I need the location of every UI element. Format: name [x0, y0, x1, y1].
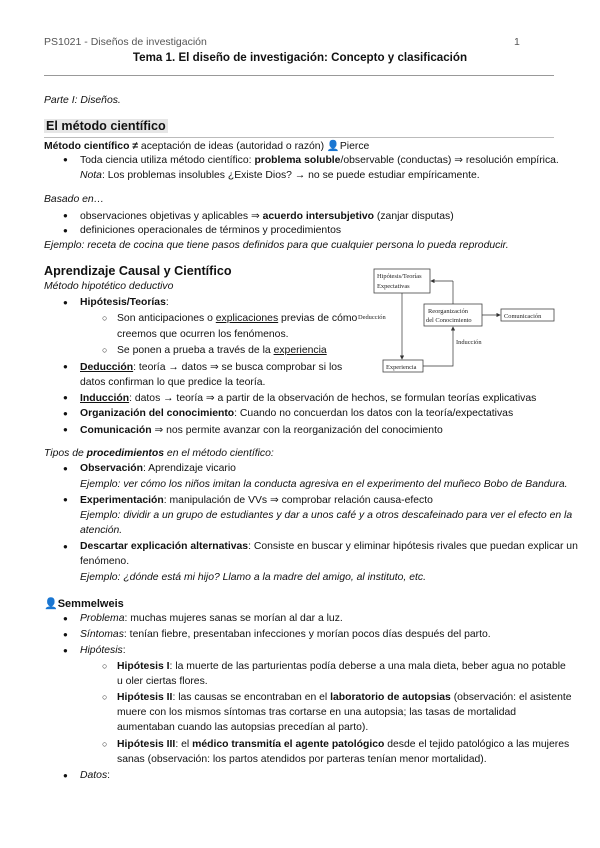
tipos-heading: Tipos de procedimientos en el método científico: [44, 448, 274, 459]
list-item-cont: fenómeno. [80, 556, 130, 567]
list-item: Hipótesis: [80, 645, 126, 656]
section-heading-metodo: El método científico [46, 119, 166, 133]
list-item: Hipótesis II: las causas se encontraban en el laboratorio de autopsias (observación: el asistente [117, 692, 572, 703]
diagram-label: Comunicación [504, 313, 542, 320]
bullet-icon: ● [63, 155, 68, 164]
bullet-icon: ● [63, 211, 68, 220]
list-item-cont: creemos que ocurren los fenómenos. [117, 329, 289, 340]
list-item-cont: muere con los mismos síntomas tras cortarse en una autopsia; las tasas de mortalidad [117, 707, 517, 718]
list-item: Descartar explicación alternativas: Consiste en buscar y eliminar hipótesis rivales que puedan explicar un [80, 541, 578, 552]
basado-label: Basado en… [44, 194, 105, 205]
example-text: Ejemplo: ver cómo los niños imitan la conducta agresiva en el experimento del muñeco Bobo de Bandura. [80, 479, 568, 490]
title-divider [44, 75, 554, 76]
bullet-icon: ● [63, 630, 68, 639]
example-text: Ejemplo: dividir a un grupo de estudiantes y dar a unos café y a otros descafeinado para ver el efecto en la [80, 510, 573, 521]
circle-bullet-icon: ○ [102, 692, 108, 702]
list-item-cont: u oler ciertas flores. [117, 676, 208, 687]
section-heading-aprendizaje: Aprendizaje Causal y Científico [44, 264, 232, 278]
list-item: Se ponen a prueba a través de la experiencia [117, 345, 327, 356]
list-item: Datos: [80, 770, 111, 781]
list-item: definiciones operacionales de términos y procedimientos [80, 225, 342, 236]
diagram-label: Inducción [456, 339, 482, 346]
list-item-cont: sanas (observación: los partos atendidos por parteras tenían menor mortalidad). [117, 754, 487, 765]
list-item: Organización del conocimiento: Cuando no concuerdan los datos con la teoría/expectativas [80, 408, 514, 419]
circle-bullet-icon: ○ [102, 345, 108, 355]
example-text: atención. [80, 525, 123, 536]
list-item: Experimentación: manipulación de VVs ⇒ comprobar relación causa-efecto [80, 495, 433, 506]
person-icon: 👤 [44, 598, 58, 610]
list-item: Deducción: teoría → datos ⇒ se busca comprobar si los [80, 362, 343, 373]
diagram-label: Deducción [358, 314, 386, 321]
bullet-icon: ● [63, 542, 68, 551]
bullet-icon: ● [63, 298, 68, 307]
list-item: observaciones objetivas y aplicables ⇒ acuerdo intersubjetivo (zanjar disputas) [80, 211, 454, 222]
bullet-icon: ● [63, 464, 68, 473]
list-item: Hipótesis/Teorías: [80, 297, 169, 308]
bullet-icon: ● [63, 495, 68, 504]
metodo-definition: Método científico ≠ aceptación de ideas (autoridad o razón) 👤Pierce [44, 141, 370, 152]
circle-bullet-icon: ○ [102, 661, 108, 671]
list-item-cont: aumentaban cuando las autopsias precedían al parto). [117, 722, 369, 733]
list-item: Observación: Aprendizaje vicario [80, 463, 236, 474]
bullet-icon: ● [63, 226, 68, 235]
diagram-label: Expectativas [377, 283, 410, 290]
diagram-label: Experiencia [386, 364, 417, 371]
page-number: 1 [514, 36, 520, 48]
hypothetico-deductive-diagram [350, 264, 560, 376]
bullet-icon: ● [63, 362, 68, 371]
example-text: Ejemplo: ¿dónde está mi hijo? Llamo a la madre del amigo, al instituto, etc. [80, 572, 426, 583]
course-header: PS1021 - Diseños de investigación [44, 36, 207, 48]
list-item: Toda ciencia utiliza método científico: problema soluble/observable (conductas) ⇒ resolución empírica. [80, 155, 559, 166]
subheading-metodo: Método hipotético deductivo [44, 281, 174, 292]
list-item: Hipótesis I: la muerte de las parturientas podía deberse a una mala dieta, beber agua no potable [117, 661, 566, 672]
example-text: Ejemplo: receta de cocina que tiene pasos definidos para que cualquier persona lo pueda reproducir. [44, 240, 509, 251]
person-icon: 👤 [326, 141, 340, 152]
circle-bullet-icon: ○ [102, 313, 108, 323]
list-item: Hipótesis III: el médico transmitía el agente patológico desde el tejido patológico a las mujeres [117, 739, 570, 750]
list-item: Comunicación ⇒ nos permite avanzar con la reorganización del conocimiento [80, 425, 443, 436]
bullet-icon: ● [63, 646, 68, 655]
list-item: Son anticipaciones o explicaciones previas de cómo [117, 313, 358, 324]
section-divider [44, 137, 554, 138]
diagram-label: Hipótesis/Teorías [377, 273, 422, 280]
page-title: Tema 1. El diseño de investigación: Concepto y clasificación [132, 51, 468, 64]
diagram-label: Reorganización [428, 308, 468, 315]
diagram-label: del Conocimiento [426, 317, 472, 324]
bullet-icon: ● [63, 393, 68, 402]
list-item: Inducción: datos → teoría ⇒ a partir de la observación de hechos, se formulan teorías explicativas [80, 393, 537, 404]
bullet-icon: ● [63, 409, 68, 418]
list-item: Síntomas: tenían fiebre, presentaban infecciones y morían pocos días después del parto. [80, 629, 491, 640]
arrow-induccion [423, 327, 453, 366]
note-line: Nota: Los problemas insolubles ¿Existe Dios? → no se puede estudiar empíricamente. [80, 170, 480, 181]
list-item: Problema: muchas mujeres sanas se morían al dar a luz. [80, 613, 343, 624]
part-label: Parte I: Diseños. [44, 95, 121, 106]
circle-bullet-icon: ○ [102, 739, 108, 749]
semmelweis-heading: 👤Semmelweis [44, 598, 124, 610]
bullet-icon: ● [63, 771, 68, 780]
bullet-icon: ● [63, 425, 68, 434]
list-item-cont: datos confirman lo que predice la teoría. [80, 377, 266, 388]
bullet-icon: ● [63, 614, 68, 623]
